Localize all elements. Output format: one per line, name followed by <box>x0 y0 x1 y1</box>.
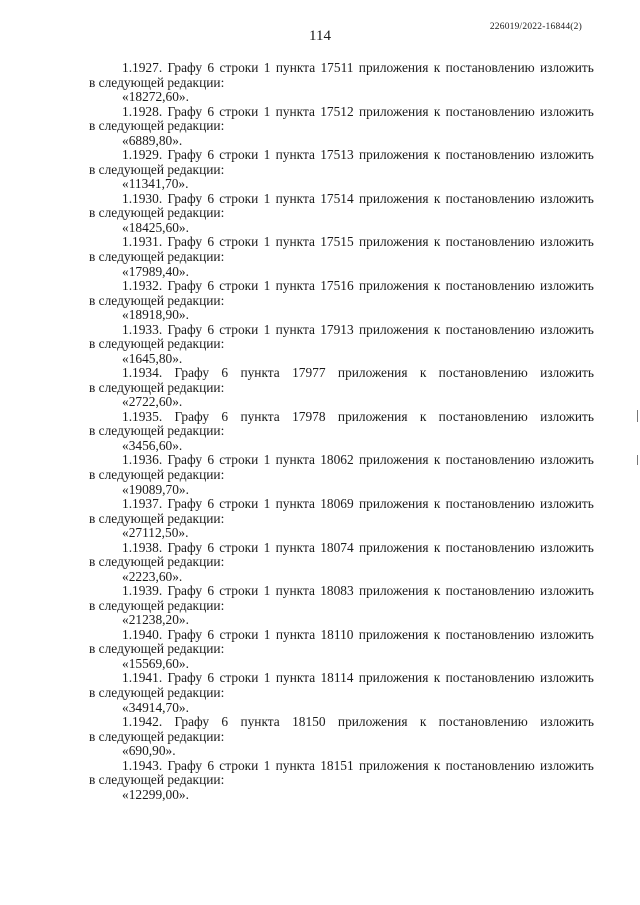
amendment-word: 18114 <box>320 670 354 686</box>
amendment-word: постановлению <box>445 670 535 686</box>
amendment-continuation: в следующей редакции: <box>89 554 225 570</box>
amendment-continuation: в следующей редакции: <box>89 161 225 177</box>
amendment-word: 1.1927. <box>122 60 163 75</box>
amendment-word: 1 <box>263 234 271 250</box>
amendment-word: 1.1933. <box>122 321 163 337</box>
amendment-word: пункта <box>275 670 316 686</box>
amendment-item <box>89 584 594 628</box>
amendment-word: постановлению <box>445 583 535 599</box>
amendment-text <box>89 671 594 686</box>
amendment-word: к <box>433 495 441 511</box>
amendment-word: изложить <box>539 626 594 642</box>
amendment-word: 6 <box>207 103 215 119</box>
amendment-word: 17515 <box>320 234 354 250</box>
amendment-word: Графу <box>167 190 203 206</box>
amendment-word: пункта <box>275 583 315 599</box>
amendment-text <box>89 453 594 468</box>
amendment-word: 6 <box>207 757 215 773</box>
amendment-word: приложения <box>358 626 429 642</box>
amendment-word: изложить <box>540 190 594 206</box>
amendment-word: приложения <box>358 670 429 686</box>
amendment-word: Графу <box>167 147 203 163</box>
amendment-word: 18151 <box>320 757 354 773</box>
amendment-value: «2223,60». <box>122 568 183 584</box>
amendment-word: пункта <box>275 626 316 642</box>
amendment-value: «1645,80». <box>122 350 183 366</box>
amendment-word: Графу <box>167 583 203 599</box>
amendment-item <box>89 671 594 715</box>
amendment-word: 1.1942. <box>122 713 163 729</box>
amendment-text <box>89 192 594 207</box>
amendment-value: «17989,40». <box>122 263 189 279</box>
amendment-word: пункта <box>275 452 315 468</box>
amendment-word: постановлению <box>445 539 535 555</box>
amendment-word: строки <box>219 757 259 773</box>
amendment-word: пункта <box>275 190 315 206</box>
amendment-value: «12299,00». <box>122 786 189 802</box>
amendment-word: приложения <box>358 321 429 337</box>
amendment-word: приложения <box>358 60 429 75</box>
amendment-word: 6 <box>207 60 215 75</box>
amendment-continuation: в следующей редакции: <box>89 205 225 221</box>
amendment-word: 1.1937. <box>122 495 163 511</box>
amendment-item <box>89 366 594 410</box>
amendment-value: «18918,90». <box>122 307 189 323</box>
page-number: 114 <box>309 28 331 44</box>
amendment-word: 17978 <box>292 408 326 424</box>
amendment-word: Графу <box>167 103 203 119</box>
amendment-word: 18062 <box>320 452 354 468</box>
amendment-word: постановлению <box>438 408 528 424</box>
amendment-value: «15569,60». <box>122 655 189 671</box>
amendment-continuation: в следующей редакции: <box>89 336 225 352</box>
amendment-word: строки <box>219 495 259 511</box>
amendment-word: изложить <box>540 234 594 250</box>
amendment-word: строки <box>219 103 259 119</box>
amendment-item <box>89 410 594 454</box>
amendment-word: приложения <box>358 277 429 293</box>
amendment-word: строки <box>219 60 259 75</box>
amendment-word: приложения <box>337 713 408 729</box>
amendment-text <box>89 628 594 643</box>
amendment-word: 6 <box>207 147 215 163</box>
amendment-item <box>89 715 594 759</box>
amendment-word: к <box>433 452 441 468</box>
amendment-word: 18150 <box>292 713 326 729</box>
amendment-word: пункта <box>275 234 315 250</box>
amendment-text <box>89 759 594 774</box>
amendment-word: строки <box>219 670 259 686</box>
amendment-word: постановлению <box>445 147 535 163</box>
amendment-word: пункта <box>275 757 315 773</box>
amendment-word: 1.1929. <box>122 147 163 163</box>
amendment-word: пункта <box>275 495 315 511</box>
amendment-word: приложения <box>337 408 408 424</box>
amendment-word: изложить <box>540 408 594 424</box>
amendment-word: к <box>433 60 441 75</box>
amendment-text <box>89 497 594 512</box>
amendment-item <box>89 628 594 672</box>
amendment-word: 1.1936. <box>122 452 163 468</box>
amendment-word: постановлению <box>445 277 535 293</box>
amendment-word: 1 <box>263 147 271 163</box>
amendment-word: пункта <box>275 60 316 75</box>
amendment-value: «6889,80». <box>122 132 183 148</box>
amendment-word: 6 <box>207 495 215 511</box>
amendment-word: строки <box>219 147 259 163</box>
amendment-word: к <box>433 626 441 642</box>
amendment-word: Графу <box>167 452 203 468</box>
amendment-continuation: в следующей редакции: <box>89 248 225 264</box>
amendment-word: строки <box>219 626 259 642</box>
amendment-word: 6 <box>207 539 215 555</box>
amendment-word: изложить <box>540 583 594 599</box>
amendment-word: 1.1940. <box>122 626 163 642</box>
amendment-word: пункта <box>240 408 280 424</box>
amendment-word: 17977 <box>292 365 326 381</box>
amendment-word: изложить <box>539 60 594 75</box>
amendment-item <box>89 279 594 323</box>
amendment-word: 1 <box>263 60 271 75</box>
amendment-word: к <box>433 321 441 337</box>
scan-edge-mark <box>637 410 638 422</box>
amendment-word: строки <box>219 321 259 337</box>
amendment-word: строки <box>219 583 259 599</box>
amendment-word: приложения <box>358 757 429 773</box>
amendment-text <box>89 279 594 294</box>
amendment-word: 1 <box>263 539 271 555</box>
amendment-word: 1.1938. <box>122 539 163 555</box>
amendment-word: 6 <box>221 713 229 729</box>
amendment-item <box>89 235 594 279</box>
amendment-word: 6 <box>207 452 215 468</box>
amendment-text <box>89 715 594 730</box>
amendment-word: 18069 <box>320 495 354 511</box>
amendment-word: изложить <box>540 103 594 119</box>
amendment-value: «2722,60». <box>122 394 183 410</box>
amendment-word: изложить <box>540 495 594 511</box>
amendment-word: к <box>433 103 441 119</box>
amendment-item <box>89 105 594 149</box>
amendment-word: постановлению <box>445 626 535 642</box>
amendment-word: 1 <box>263 626 271 642</box>
amendment-continuation: в следующей редакции: <box>89 423 225 439</box>
amendment-text <box>89 366 594 381</box>
amendment-word: изложить <box>540 277 594 293</box>
amendment-word: строки <box>219 190 259 206</box>
amendment-word: приложения <box>358 495 429 511</box>
amendment-word: изложить <box>540 713 594 729</box>
amendment-continuation: в следующей редакции: <box>89 684 225 700</box>
amendment-word: Графу <box>167 234 203 250</box>
amendment-text <box>89 584 594 599</box>
amendment-continuation: в следующей редакции: <box>89 118 225 134</box>
amendment-text <box>89 323 594 338</box>
amendment-word: 18110 <box>320 626 354 642</box>
amendment-item <box>89 497 594 541</box>
amendment-word: Графу <box>167 626 203 642</box>
amendment-word: приложения <box>358 539 429 555</box>
amendment-word: постановлению <box>445 321 535 337</box>
amendment-word: строки <box>219 452 259 468</box>
amendment-word: приложения <box>358 147 429 163</box>
amendment-word: Графу <box>167 277 203 293</box>
amendment-word: 1.1932. <box>122 277 163 293</box>
amendment-word: к <box>433 277 441 293</box>
amendment-word: к <box>433 147 441 163</box>
amendment-word: 17913 <box>320 321 354 337</box>
amendment-text <box>89 235 594 250</box>
amendment-word: Графу <box>167 60 203 75</box>
amendment-item <box>89 541 594 585</box>
amendment-word: 1 <box>263 495 271 511</box>
amendment-word: постановлению <box>445 234 535 250</box>
amendment-word: пункта <box>240 713 280 729</box>
amendment-word: изложить <box>539 670 594 686</box>
amendment-item <box>89 148 594 192</box>
amendment-word: к <box>433 190 441 206</box>
amendment-word: 6 <box>207 670 215 686</box>
amendment-word: Графу <box>167 670 203 686</box>
amendment-word: к <box>419 365 427 381</box>
amendment-word: приложения <box>358 190 429 206</box>
amendment-word: 6 <box>221 408 229 424</box>
scan-edge-mark <box>637 455 638 465</box>
amendment-word: изложить <box>540 147 594 163</box>
amendment-word: строки <box>219 539 259 555</box>
amendment-word: приложения <box>358 452 429 468</box>
amendment-text <box>89 61 594 76</box>
amendment-word: приложения <box>358 234 429 250</box>
amendment-word: Графу <box>174 408 210 424</box>
amendment-word: 6 <box>207 321 215 337</box>
amendment-word: изложить <box>540 757 594 773</box>
amendment-word: 1 <box>263 190 271 206</box>
amendment-word: Графу <box>174 365 210 381</box>
amendment-word: 17512 <box>320 103 354 119</box>
amendment-word: Графу <box>167 757 203 773</box>
amendment-word: изложить <box>540 539 594 555</box>
document-code: 226019/2022-16844(2) <box>489 22 582 32</box>
amendment-word: приложения <box>358 103 429 119</box>
amendment-word: строки <box>219 277 259 293</box>
amendment-word: Графу <box>167 495 203 511</box>
amendment-word: 1.1931. <box>122 234 163 250</box>
amendment-word: 6 <box>207 626 215 642</box>
amendment-word: 1 <box>263 670 271 686</box>
amendment-word: 17516 <box>320 277 354 293</box>
amendment-word: Графу <box>167 321 203 337</box>
amendment-word: к <box>433 234 441 250</box>
amendment-word: 1 <box>263 452 271 468</box>
amendment-text <box>89 410 594 425</box>
amendment-value: «18272,60». <box>122 89 189 105</box>
amendment-value: «27112,50». <box>122 525 189 541</box>
amendment-value: «3456,60». <box>122 437 183 453</box>
amendment-continuation: в следующей редакции: <box>89 728 225 744</box>
amendment-list <box>89 61 594 802</box>
amendment-word: к <box>433 539 441 555</box>
amendment-word: 1 <box>263 757 271 773</box>
amendment-word: пункта <box>275 277 315 293</box>
amendment-word: пункта <box>275 539 315 555</box>
amendment-continuation: в следующей редакции: <box>89 466 225 482</box>
amendment-text <box>89 105 594 120</box>
amendment-word: 1.1928. <box>122 103 163 119</box>
amendment-word: 1.1934. <box>122 365 163 381</box>
amendment-word: 1.1939. <box>122 583 163 599</box>
amendment-word: 1.1935. <box>122 408 163 424</box>
amendment-word: постановлению <box>438 713 528 729</box>
amendment-continuation: в следующей редакции: <box>89 597 225 613</box>
amendment-word: Графу <box>174 713 210 729</box>
amendment-text <box>89 148 594 163</box>
amendment-word: постановлению <box>445 103 535 119</box>
amendment-word: пункта <box>275 321 315 337</box>
amendment-word: 6 <box>221 365 229 381</box>
amendment-word: пункта <box>240 365 280 381</box>
amendment-word: 1.1930. <box>122 190 163 206</box>
amendment-value: «11341,70». <box>122 176 189 192</box>
amendment-item <box>89 453 594 497</box>
amendment-word: 6 <box>207 234 215 250</box>
amendment-word: постановлению <box>438 365 528 381</box>
amendment-value: «18425,60». <box>122 219 189 235</box>
amendment-word: 6 <box>207 277 215 293</box>
amendment-word: пункта <box>275 147 315 163</box>
amendment-value: «690,90». <box>122 743 176 759</box>
amendment-word: 1 <box>263 583 271 599</box>
amendment-word: 1 <box>263 277 271 293</box>
amendment-word: изложить <box>540 452 594 468</box>
amendment-word: 17513 <box>320 147 354 163</box>
amendment-word: 1.1941. <box>122 670 163 686</box>
amendment-item <box>89 192 594 236</box>
amendment-item <box>89 323 594 367</box>
amendment-item <box>89 61 594 105</box>
amendment-word: пункта <box>275 103 315 119</box>
amendment-word: Графу <box>167 539 203 555</box>
amendment-word: 18083 <box>320 583 354 599</box>
amendment-value: «21238,20». <box>122 612 189 628</box>
amendment-continuation: в следующей редакции: <box>89 379 225 395</box>
amendment-continuation: в следующей редакции: <box>89 74 225 90</box>
amendment-continuation: в следующей редакции: <box>89 641 225 657</box>
amendment-word: приложения <box>337 365 408 381</box>
amendment-word: изложить <box>540 365 594 381</box>
amendment-word: постановлению <box>445 60 535 75</box>
amendment-word: постановлению <box>445 190 535 206</box>
amendment-text <box>89 541 594 556</box>
amendment-word: постановлению <box>445 495 535 511</box>
amendment-value: «19089,70». <box>122 481 189 497</box>
amendment-word: изложить <box>540 321 594 337</box>
amendment-word: к <box>419 408 427 424</box>
amendment-word: приложения <box>358 583 429 599</box>
amendment-word: 1.1943. <box>122 757 163 773</box>
amendment-continuation: в следующей редакции: <box>89 292 225 308</box>
amendment-continuation: в следующей редакции: <box>89 772 225 788</box>
amendment-word: строки <box>219 234 259 250</box>
amendment-word: 6 <box>207 190 215 206</box>
amendment-word: 6 <box>207 583 215 599</box>
amendment-word: к <box>433 583 441 599</box>
amendment-word: постановлению <box>445 757 535 773</box>
amendment-word: к <box>419 713 427 729</box>
amendment-value: «34914,70». <box>122 699 189 715</box>
amendment-word: 17514 <box>320 190 354 206</box>
amendment-word: 1 <box>263 321 271 337</box>
amendment-word: к <box>433 670 441 686</box>
amendment-word: 18074 <box>320 539 354 555</box>
amendment-word: постановлению <box>445 452 535 468</box>
amendment-item <box>89 759 594 803</box>
amendment-word: 17511 <box>320 60 354 75</box>
amendment-word: к <box>433 757 441 773</box>
amendment-continuation: в следующей редакции: <box>89 510 225 526</box>
amendment-word: 1 <box>263 103 271 119</box>
